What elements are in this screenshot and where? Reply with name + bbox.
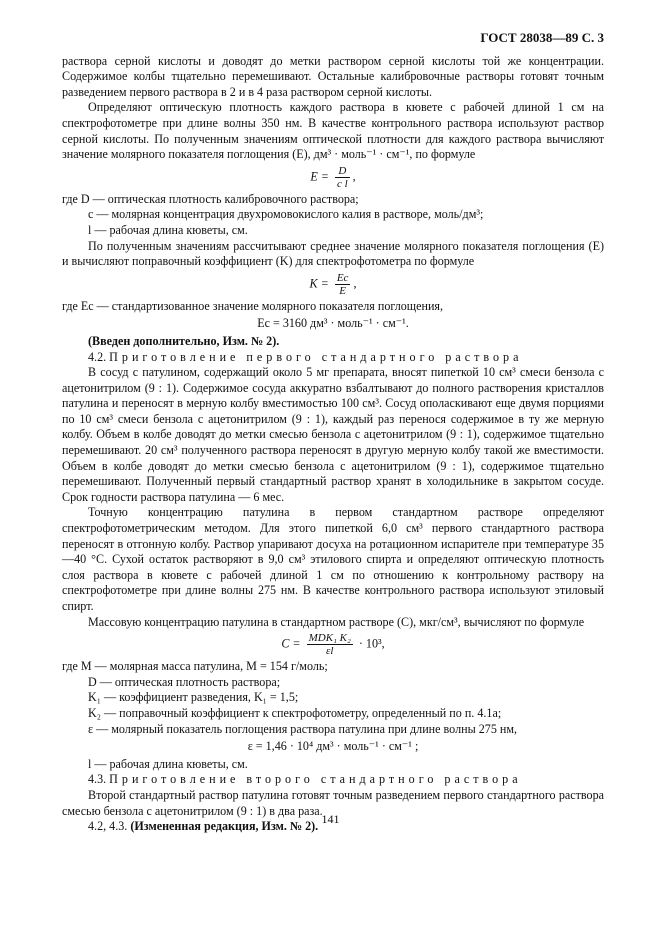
definition: где Eс — стандартизованное значение молярного показателя поглощения, [62, 298, 443, 313]
paragraph: Второй стандартный раствор патулина готовят точным разведением первого стандартного раствора смесью бензола с ацетонитрилом (9 : 1) в два раза. [62, 787, 604, 818]
formula-k: K = $\frac{Eс}{E}$ , [309, 271, 357, 297]
definition: D — оптическая плотность раствора; [88, 674, 281, 689]
definition: K₂ — поправочный коэффициент к спектрофотометру, определенный по п. 4.1а; [88, 705, 502, 720]
definition: K₁ — коэффициент разведения, K₁ = 1,5; [88, 690, 299, 705]
document-page [62, 30, 604, 835]
definition: где M — молярная масса патулина, M = 154 г/моль; [62, 659, 328, 674]
amendment-note: 4.2, 4.3. (Измененная редакция, Изм. № 2). [88, 819, 319, 834]
definition: l — рабочая длина кюветы, см. [88, 756, 248, 771]
formula-epsilon: ε = 1,46 · 10⁴ дм³ · моль⁻¹ · см⁻¹ ; [247, 739, 419, 754]
formula-c: C = $\frac{\text{MDK₁ K₂}}{\varepsilon l}$ · 10³, [281, 632, 385, 658]
formula-ec: Eс = 3160 дм³ · моль⁻¹ · см⁻¹. [257, 316, 409, 331]
paragraph: По полученным значениям рассчитывают среднее значение молярного показателя поглощения (E) и вычисляют поправочный коэффициент (K) для спектрофотометра по формуле [62, 238, 604, 269]
paragraph: В сосуд с патулином, содержащий около 5 мг препарата, вносят пипеткой 10 см³ смеси бензола с ацетонитрилом (9 : 1). Содержимое сосуда аккуратно взбалтывают до полного растворения кристаллов патулина и переносят в мерную колбу вместимостью 100 см³. Сосуд ополаскивают еще двумя порциями по 10 см³ смеси бензола с ацетонитрилом (9 : 1), каждый раз перенося содержимое в ту же мерную колбу. Объем в колбе доводят до метки смесью бензола с ацетонитрилом (9 : 1), содержимое тщательно перемешивают. 20 см³ полученного раствора переносят в другую мерную колбу такой же вместимости. Объем в колбе доводят до метки смесью бензола с ацетонитрилом (9 : 1), содержимое тщательно перемешивают. Полученный первый стандартный раствор хранят в холодильнике в закрытом сосуде. Срок годности раствора патулина — 6 мес. [62, 365, 604, 504]
amendment-note: (Введен дополнительно, Изм. № 2). [88, 333, 280, 348]
formula-e: E = $\frac{D}{\text{c l}}$ , [310, 164, 356, 190]
definition: где D — оптическая плотность калибровочного раствора; [62, 191, 359, 206]
paragraph: Массовую концентрацию патулина в стандартном растворе (C), мкг/см³, вычисляют по формуле [88, 614, 585, 629]
page-header: ГОСТ 28038—89 С. 3 [480, 30, 604, 45]
section-heading-4-2: 4.2. Приготовление первого стандартного раствора [88, 349, 523, 364]
definition: c — молярная концентрация двухромовокислого калия в растворе, моль/дм³; [88, 207, 484, 222]
paragraph: Точную концентрацию патулина в первом стандартном растворе определяют спектрофотометрическим методом. Для этого пипеткой 6,0 см³ первого стандартного раствора переносят в отгонную колбу. Раствор упаривают досуха на ротационном испарителе при температуре 35—40 °С. Сухой остаток растворяют в 9,0 см³ этилового спирта и определяют оптическую плотность слоя раствора в кювете с рабочей длиной 1 см по отношению к контрольному раствору на спектрофотометре при длине волны 275 нм. В качестве контрольного раствора используют этиловый спирт. [62, 505, 604, 613]
paragraph: Определяют оптическую плотность каждого раствора в кювете с рабочей длиной 1 см на спектрофотометре при длине волны 350 нм. В качестве контрольного раствора используют раствор серной кислоты. По полученным значениям оптической плотности для каждого раствора вычисляют значение молярного показателя поглощения (E), дм³ · моль⁻¹ · см⁻¹, по формуле [62, 100, 604, 162]
definition: l — рабочая длина кюветы, см. [88, 222, 248, 237]
paragraph: раствора серной кислоты и доводят до метки раствором серной кислоты той же концентрации. Содержимое колбы тщательно перемешивают. Остальные калибровочные растворы готовят точным разведением первого раствора в 2 и в 4 раза раствором серной кислоты. [62, 53, 604, 99]
section-heading-4-3: 4.3. Приготовление второго стандартного раствора [88, 772, 522, 787]
page-number: 141 [321, 812, 340, 826]
definition: ε — молярный показатель поглощения раствора патулина при длине волны 275 нм, [88, 721, 518, 736]
